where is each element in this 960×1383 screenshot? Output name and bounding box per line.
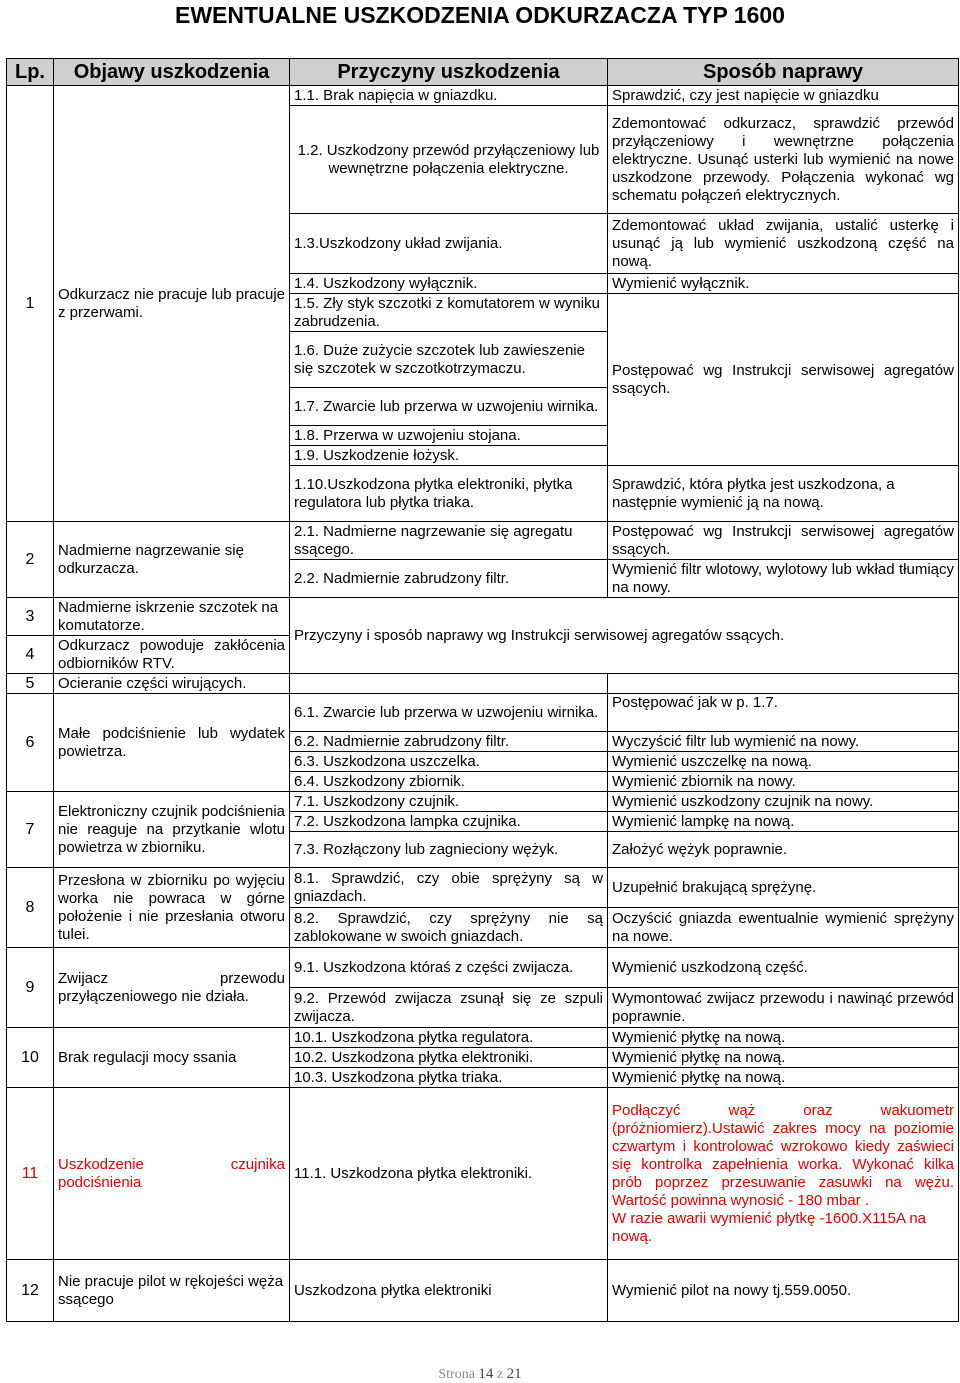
header-repair: Sposób naprawy [608,59,959,86]
fix-cell: Wyczyścić filtr lub wymienić na nowy. [608,732,959,752]
row-number: 12 [7,1260,54,1322]
fix-cell: Wymontować zwijacz przewodu i nawinąć przewód poprawnie. [608,988,959,1028]
row-number: 5 [7,674,54,694]
fix-cell [608,1088,959,1260]
fix-cell: Wymienić wyłącznik. [608,274,959,294]
fix-cell: Wymienić płytkę na nową. [608,1048,959,1068]
row-number: 6 [7,694,54,792]
cause-cell: 8.1. Sprawdzić, czy obie sprężyny są w gniazdach. [290,868,608,908]
fix-cell [608,674,959,694]
fix-cell: Wymienić filtr wlotowy, wylotowy lub wkład tłumiący na nowy. [608,560,959,598]
fix-cell: Wymienić płytkę na nową. [608,1028,959,1048]
table-row [7,1260,959,1322]
cause-cell: 9.2. Przewód zwijacza zsunął się ze szpuli zwijacza. [290,988,608,1028]
cause-cell: 7.2. Uszkodzona lampka czujnika. [290,812,608,832]
merged-cell: Przyczyny i sposób naprawy wg Instrukcji serwisowej agregatów ssących. [290,598,959,674]
fix-cell: Zdemontować układ zwijania, ustalić usterkę i usunąć ją lub wymienić uszkodzoną część na nową. [608,214,959,274]
fix-cell: Sprawdzić, która płytka jest uszkodzona, a następnie wymienić ją na nową. [608,466,959,522]
table-row [7,1028,959,1048]
cause-cell: 6.1. Zwarcie lub przerwa w uzwojeniu wirnika. [290,694,608,732]
cause-cell: 1.7. Zwarcie lub przerwa w uzwojeniu wirnika. [290,388,608,426]
cause-cell: 10.1. Uszkodzona płytka regulatora. [290,1028,608,1048]
cause-cell: 7.3. Rozłączony lub zagnieciony wężyk. [290,832,608,868]
fix-cell: Oczyścić gniazda ewentualnie wymienić sprężyny na nowe. [608,908,959,948]
table-row [7,868,959,908]
cause-cell: 1.1. Brak napięcia w gniazdku. [290,86,608,106]
fix-text-2: W razie awarii wymienić płytkę -1600.X115A na nową. [612,1209,927,1245]
row-number: 7 [7,792,54,868]
header-row [7,59,959,86]
fix-cell: Wymienić lampkę na nową. [608,812,959,832]
symptom-cell: Elektroniczny czujnik podciśnienia nie reaguje na przytkanie wlotu powietrza w zbiorniku. [54,792,290,868]
symptom-cell: Brak regulacji mocy ssania [54,1028,290,1088]
cause-cell: 1.9. Uszkodzenie łożysk. [290,446,608,466]
header-causes: Przyczyny uszkodzenia [290,59,608,86]
symptom-cell: Zwijacz przewodu przyłączeniowego nie działa. [54,948,290,1028]
fix-cell: Zdemontować odkurzacz, sprawdzić przewód przyłączeniowy i wewnętrzne połączenia elektryczne. Usunąć usterki lub wymienić na nowe uszkodzone przewody. Połączenia wykonać wg schematu połączeń elektrycznych. [608,106,959,214]
faults-table [6,58,959,1322]
cause-cell: 11.1. Uszkodzona płytka elektroniki. [290,1088,608,1260]
table-row [7,948,959,988]
page-label: Strona [438,1367,475,1382]
row-number: 2 [7,522,54,598]
row-number: 10 [7,1028,54,1088]
cause-cell: 6.3. Uszkodzona uszczelka. [290,752,608,772]
fix-cell: Postępować wg Instrukcji serwisowej agregatów ssących. [608,294,959,466]
table-row [7,522,959,560]
row-number: 8 [7,868,54,948]
symptom-cell: Odkurzacz nie pracuje lub pracuje z przerwami. [54,86,290,522]
of-label: z [496,1367,504,1382]
symptom-cell: Małe podciśnienie lub wydatek powietrza. [54,694,290,792]
fix-text: Podłączyć wąż oraz wakuometr (próżniomierz).Ustawić zakres mocy na poziomie czwartym i kontrolować wzrokowo kiedy zaświeci się kontrolka zapełnienia worka. Wykonać kilka prób poprzez przesuwanie zasuwki na wężu. Wartość powinna wynosić - 180 mbar . [612,1101,954,1209]
cause-cell: 7.1. Uszkodzony czujnik. [290,792,608,812]
symptom-cell: Nie pracuje pilot w rękojeści węża ssącego [54,1260,290,1322]
table-row [7,86,959,106]
page-footer [0,1366,960,1383]
cause-cell: Uszkodzona płytka elektroniki [290,1260,608,1322]
row-number: 1 [7,86,54,522]
fix-cell: Wymienić uszkodzoną część. [608,948,959,988]
fix-cell: Postępować jak w p. 1.7. [608,694,959,732]
fix-cell: Wymienić płytkę na nową. [608,1068,959,1088]
header-lp: Lp. [7,59,54,86]
table-row [7,598,959,636]
fix-cell: Wymienić uszkodzony czujnik na nowy. [608,792,959,812]
header-symptoms: Objawy uszkodzenia [54,59,290,86]
cause-cell: 8.2. Sprawdzić, czy sprężyny nie są zablokowane w swoich gniazdach. [290,908,608,948]
row-number: 9 [7,948,54,1028]
cause-cell: 6.4. Uszkodzony zbiornik. [290,772,608,792]
cause-cell: 2.2. Nadmiernie zabrudzony filtr. [290,560,608,598]
cause-cell: 9.1. Uszkodzona któraś z części zwijacza. [290,948,608,988]
cause-cell: 10.3. Uszkodzona płytka triaka. [290,1068,608,1088]
cause-cell: 6.2. Nadmiernie zabrudzony filtr. [290,732,608,752]
cause-cell: 1.6. Duże zużycie szczotek lub zawieszenie się szczotek w szczotkotrzymaczu. [290,332,608,388]
page-title: EWENTUALNE USZKODZENIA ODKURZACZA TYP 1600 [175,2,785,28]
cause-cell: 10.2. Uszkodzona płytka elektroniki. [290,1048,608,1068]
fix-cell: Postępować wg Instrukcji serwisowej agregatów ssących. [608,522,959,560]
cause-cell: 1.10.Uszkodzona płytka elektroniki, płytka regulatora lub płytka triaka. [290,466,608,522]
table-row [7,694,959,732]
table-row [7,792,959,812]
symptom-cell: Odkurzacz powoduje zakłócenia odbiorników RTV. [54,636,290,674]
table-row [7,674,959,694]
symptom-cell: Nadmierne nagrzewanie się odkurzacza. [54,522,290,598]
symptom-cell: Ocieranie części wirujących. [54,674,290,694]
symptom-cell: Nadmierne iskrzenie szczotek na komutatorze. [54,598,290,636]
cause-cell: 1.5. Zły styk szczotki z komutatorem w wyniku zabrudzenia. [290,294,608,332]
fix-cell: Wymienić zbiornik na nowy. [608,772,959,792]
table-row [7,1088,959,1260]
fix-cell: Uzupełnić brakującą sprężynę. [608,868,959,908]
row-number: 3 [7,598,54,636]
cause-cell: 1.8. Przerwa w uzwojeniu stojana. [290,426,608,446]
page-number: 14 [478,1366,494,1382]
fix-cell: Wymienić uszczelkę na nową. [608,752,959,772]
cause-cell [290,674,608,694]
cause-cell: 1.2. Uszkodzony przewód przyłączeniowy lub wewnętrzne połączenia elektryczne. [290,106,608,214]
fix-cell: Sprawdzić, czy jest napięcie w gniazdku [608,86,959,106]
page-total: 21 [506,1366,522,1382]
cause-cell: 1.3.Uszkodzony układ zwijania. [290,214,608,274]
symptom-cell: Przesłona w zbiorniku po wyjęciu worka nie powraca w górne położenie i nie przesłania otworu tulei. [54,868,290,948]
symptom-cell: Uszkodzenie czujnika podciśnienia [54,1088,290,1260]
row-number: 4 [7,636,54,674]
cause-cell: 2.1. Nadmierne nagrzewanie się agregatu ssącego. [290,522,608,560]
row-number: 11 [7,1088,54,1260]
fix-cell: Wymienić pilot na nowy tj.559.0050. [608,1260,959,1322]
fix-cell: Założyć wężyk poprawnie. [608,832,959,868]
cause-cell: 1.4. Uszkodzony wyłącznik. [290,274,608,294]
